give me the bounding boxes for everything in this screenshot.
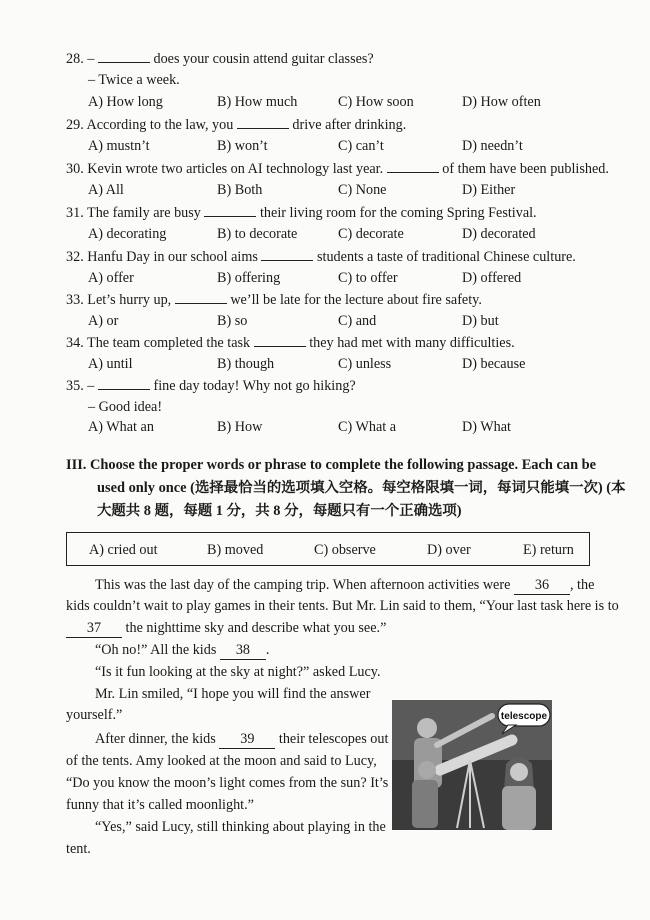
blank-36[interactable]: 36	[514, 576, 570, 595]
passage-line: of the tents. Amy looked at the moon and said to Lucy,	[66, 753, 377, 769]
passage-line: “Yes,” said Lucy, still thinking about playing in the	[95, 819, 386, 835]
passage-line: 37 the nighttime sky and describe what you see.”	[66, 619, 386, 638]
option-d[interactable]: D) What	[462, 419, 511, 435]
option-a[interactable]: A) offer	[88, 270, 134, 286]
option-a[interactable]: A) decorating	[88, 226, 167, 242]
child-body	[412, 780, 438, 828]
option-c[interactable]: C) How soon	[338, 94, 414, 110]
option-d[interactable]: D) because	[462, 356, 526, 372]
option-a[interactable]: A) or	[88, 313, 119, 329]
question-31: 31. The family are busy their living room for the coming Spring Festival.	[66, 205, 537, 221]
question-32: 32. Hanfu Day in our school aims students a taste of traditional Chinese culture.	[66, 249, 576, 265]
answer-blank[interactable]	[98, 376, 150, 390]
option-a[interactable]: A) All	[88, 182, 124, 198]
question-29: 29. According to the law, you drive after drinking.	[66, 117, 407, 133]
option-d[interactable]: D) but	[462, 313, 499, 329]
passage-line: yourself.”	[66, 707, 123, 723]
answer-blank[interactable]	[237, 115, 289, 129]
option-c[interactable]: C) to offer	[338, 270, 398, 286]
passage-line: “Do you know the moon’s light comes from the sun? It’s	[66, 775, 389, 791]
adult-head	[417, 718, 437, 738]
answer-blank[interactable]	[98, 49, 150, 63]
passage-line: kids couldn’t wait to play games in their tents. But Mr. Lin said to them, “Your last task here is to	[66, 598, 619, 614]
girl-face	[510, 763, 528, 781]
passage-line: “Oh no!” All the kids 38 .	[95, 642, 270, 658]
question-33: 33. Let’s hurry up, we’ll be late for the lecture about fire safety.	[66, 292, 482, 308]
option-c[interactable]: C) None	[338, 182, 387, 198]
option-a[interactable]: A) How long	[88, 94, 163, 110]
option-d[interactable]: D) decorated	[462, 226, 536, 242]
option-a[interactable]: A) mustn’t	[88, 138, 150, 154]
answer-blank[interactable]	[261, 247, 313, 261]
option-c[interactable]: C) and	[338, 313, 377, 329]
question-34: 34. The team completed the task they had met with many difficulties.	[66, 335, 515, 351]
blank-38[interactable]: 38	[220, 641, 266, 660]
option-c[interactable]: C) can’t	[338, 138, 384, 154]
option-d[interactable]: D) offered	[462, 270, 522, 286]
question-28: 28. – does your cousin attend guitar classes?	[66, 51, 374, 67]
option-b[interactable]: B) How	[217, 419, 263, 435]
option-b[interactable]: B) so	[217, 313, 248, 329]
option-d[interactable]: D) needn’t	[462, 138, 523, 154]
option-b[interactable]: B) offering	[217, 270, 281, 286]
section-3-heading-line1: III. Choose the proper words or phrase to complete the following passage. Each can be	[66, 457, 597, 473]
answer-blank[interactable]	[204, 203, 256, 217]
answer-blank[interactable]	[254, 333, 306, 347]
word-box-option-b[interactable]: B) moved	[207, 542, 264, 558]
question-28-reply: – Twice a week.	[88, 72, 180, 88]
option-c[interactable]: C) unless	[338, 356, 392, 372]
option-d[interactable]: D) Either	[462, 182, 516, 198]
answer-blank[interactable]	[387, 159, 439, 173]
word-box	[66, 532, 590, 566]
option-b[interactable]: B) to decorate	[217, 226, 298, 242]
passage-line: tent.	[66, 841, 91, 857]
option-b[interactable]: B) won’t	[217, 138, 268, 154]
option-c[interactable]: C) decorate	[338, 226, 404, 242]
section-3-heading-line2: used only once (选择最恰当的选项填入空格。每空格限填一词，每词只能填一次) (本	[97, 480, 626, 496]
passage-line: After dinner, the kids 39 their telescopes out	[95, 731, 389, 747]
child-head	[418, 761, 436, 779]
section-3-heading-line3: 大题共 8 题，每题 1 分，共 8 分，每题只有一个正确选项)	[97, 503, 462, 519]
word-box-option-a[interactable]: A) cried out	[89, 542, 158, 558]
option-b[interactable]: B) though	[217, 356, 275, 372]
question-35-reply: – Good idea!	[88, 399, 163, 415]
option-b[interactable]: B) How much	[217, 94, 298, 110]
girl-body	[502, 786, 536, 830]
passage-line: Mr. Lin smiled, “I hope you will find the answer	[95, 686, 371, 702]
word-box-option-e[interactable]: E) return	[523, 542, 574, 558]
option-a[interactable]: A) until	[88, 356, 133, 372]
passage-line: funny that it’s called moonlight.”	[66, 797, 254, 813]
passage-line: “Is it fun looking at the sky at night?” asked Lucy.	[95, 664, 381, 680]
question-35: 35. – fine day today! Why not go hiking?	[66, 378, 356, 394]
option-c[interactable]: C) What a	[338, 419, 397, 435]
blank-39[interactable]: 39	[219, 730, 275, 749]
option-b[interactable]: B) Both	[217, 182, 263, 198]
passage-line: This was the last day of the camping trip. When afternoon activities were 36 , the	[95, 577, 595, 593]
word-box-option-d[interactable]: D) over	[427, 542, 471, 558]
option-a[interactable]: A) What an	[88, 419, 154, 435]
question-30: 30. Kevin wrote two articles on AI technology last year. of them have been published.	[66, 161, 609, 177]
telescope-illustration	[392, 700, 552, 830]
option-d[interactable]: D) How often	[462, 94, 541, 110]
answer-blank[interactable]	[175, 290, 227, 304]
blank-37[interactable]: 37	[66, 619, 122, 638]
telescope-callout-label: telescope	[500, 711, 548, 722]
word-box-option-c[interactable]: C) observe	[314, 542, 376, 558]
